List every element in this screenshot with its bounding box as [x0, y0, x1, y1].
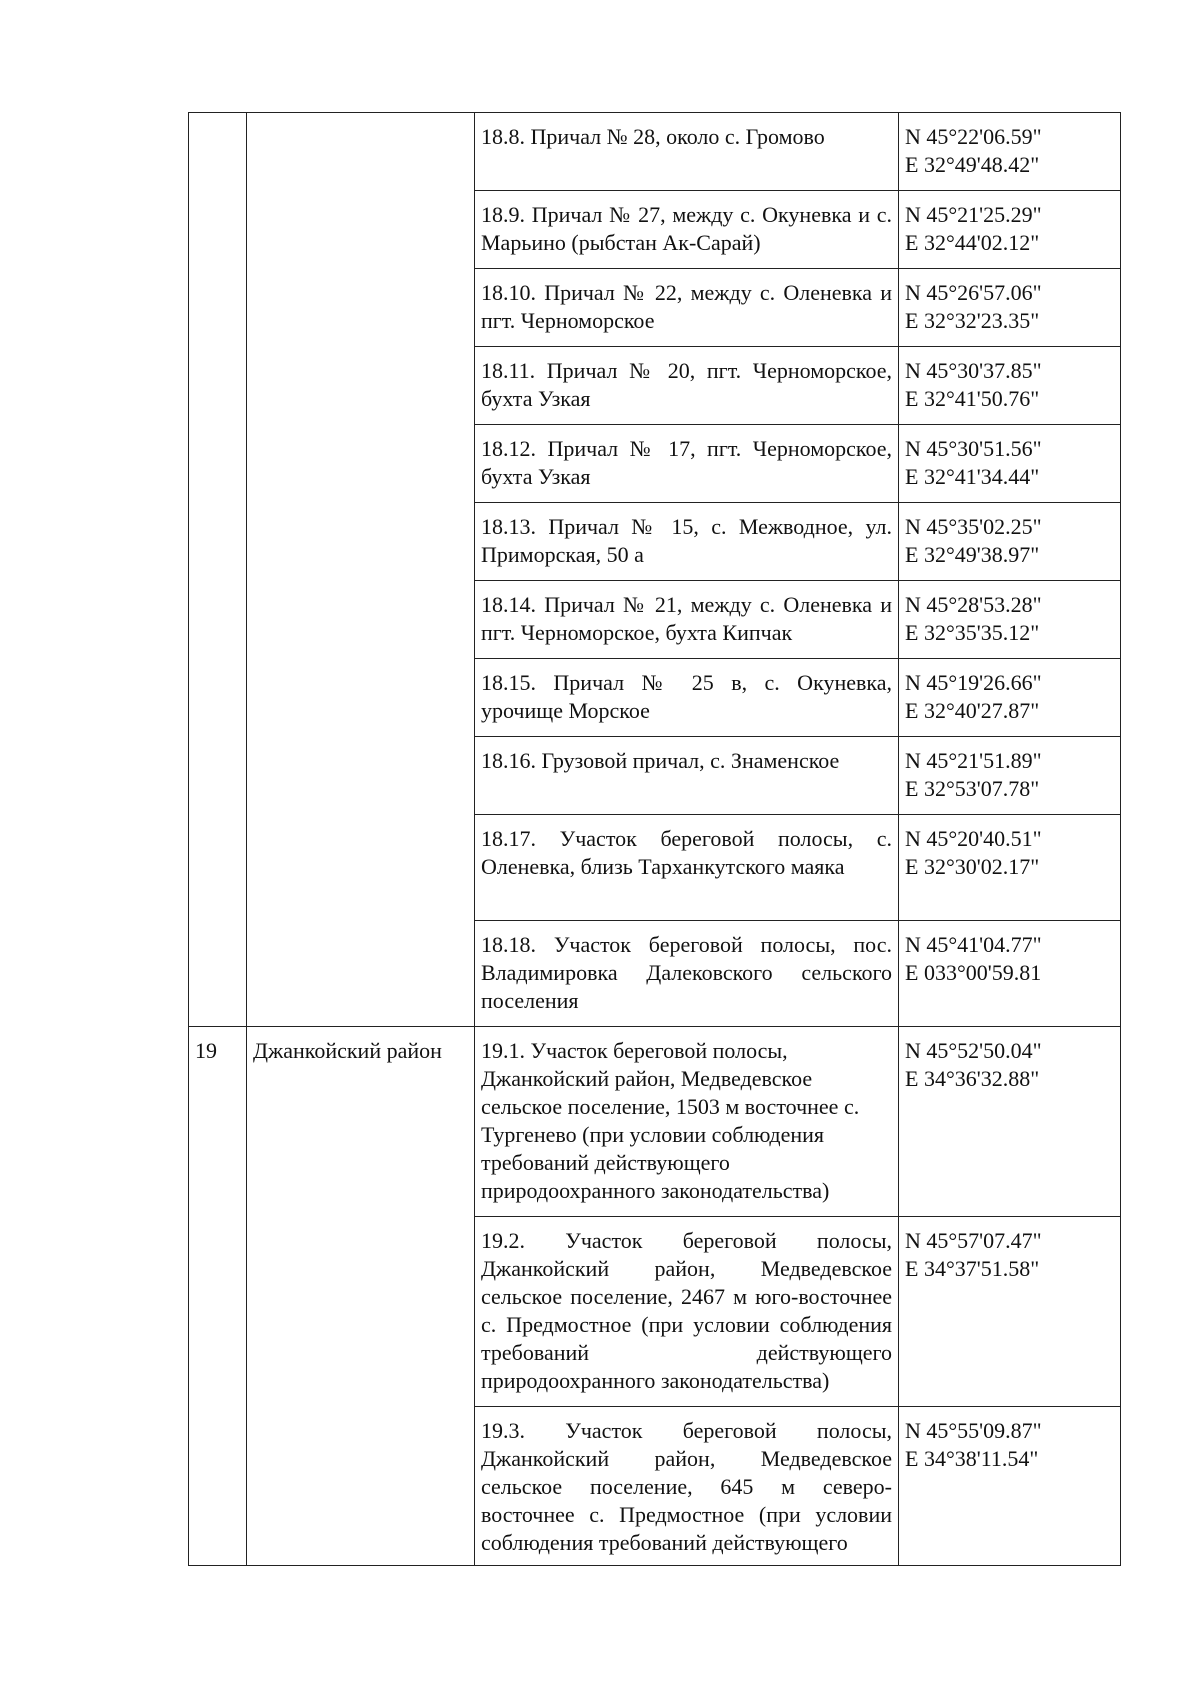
- location-description: 18.12. Причал № 17, пгт. Черноморское, бухта Узкая: [475, 425, 899, 503]
- table-row: [189, 113, 1121, 191]
- coordinates-cell: [899, 815, 1121, 921]
- location-description: 18.14. Причал № 21, между с. Оленевка и пгт. Черноморское, бухта Кипчак: [475, 581, 899, 659]
- row-number-cell: [189, 113, 247, 1027]
- longitude: E 32°44'02.12": [905, 230, 1040, 255]
- district-cell: Джанкойский район: [247, 1027, 475, 1566]
- coordinates-cell: [899, 269, 1121, 347]
- longitude: E 033°00'59.81: [905, 960, 1042, 985]
- location-description: 18.8. Причал № 28, около с. Громово: [475, 113, 899, 191]
- latitude: N 45°57'07.47": [905, 1228, 1042, 1253]
- latitude: N 45°35'02.25": [905, 514, 1042, 539]
- coordinates-cell: [899, 425, 1121, 503]
- longitude: E 34°38'11.54": [905, 1446, 1039, 1471]
- coordinates-cell: [899, 113, 1121, 191]
- location-description: 19.2. Участок береговой полосы, Джанкойский район, Медведевское сельское поселение, 2467 м юго-восточнее с. Предмостное (при условии соблюдения требований действующего природоохранного законодательства): [475, 1217, 899, 1407]
- latitude: N 45°21'25.29": [905, 202, 1042, 227]
- latitude: N 45°30'37.85": [905, 358, 1042, 383]
- location-description: 18.16. Грузовой причал, с. Знаменское: [475, 737, 899, 815]
- coordinates-cell: [899, 659, 1121, 737]
- coordinates-cell: [899, 347, 1121, 425]
- location-description: 19.3. Участок береговой полосы, Джанкойский район, Медведевское сельское поселение, 645 м северо-восточнее с. Предмостное (при условии соблюдения требований действующего: [475, 1407, 899, 1566]
- longitude: E 32°30'02.17": [905, 854, 1040, 879]
- latitude: N 45°41'04.77": [905, 932, 1042, 957]
- latitude: N 45°30'51.56": [905, 436, 1042, 461]
- latitude: N 45°20'40.51": [905, 826, 1042, 851]
- latitude: N 45°21'51.89": [905, 748, 1042, 773]
- longitude: E 34°36'32.88": [905, 1066, 1040, 1091]
- registry-table: [188, 112, 1121, 1566]
- coordinates-cell: [899, 503, 1121, 581]
- longitude: E 32°49'48.42": [905, 152, 1040, 177]
- coordinates-cell: [899, 921, 1121, 1027]
- longitude: E 32°53'07.78": [905, 776, 1040, 801]
- location-description: 19.1. Участок береговой полосы, Джанкойский район, Медведевское сельское поселение, 1503 м восточнее с. Тургенево (при условии соблюдения требований действующего природоохранного законодательства): [475, 1027, 899, 1217]
- latitude: N 45°19'26.66": [905, 670, 1042, 695]
- location-description: 18.10. Причал № 22, между с. Оленевка и пгт. Черноморское: [475, 269, 899, 347]
- longitude: E 32°40'27.87": [905, 698, 1040, 723]
- location-description: 18.15. Причал № 25 в, с. Окуневка, урочище Морское: [475, 659, 899, 737]
- coordinates-cell: [899, 1027, 1121, 1217]
- latitude: N 45°52'50.04": [905, 1038, 1042, 1063]
- longitude: E 32°41'34.44": [905, 464, 1040, 489]
- location-description: 18.13. Причал № 15, с. Межводное, ул. Приморская, 50 а: [475, 503, 899, 581]
- latitude: N 45°26'57.06": [905, 280, 1042, 305]
- location-description: 18.9. Причал № 27, между с. Окуневка и с. Марьино (рыбстан Ак-Сарай): [475, 191, 899, 269]
- latitude: N 45°28'53.28": [905, 592, 1042, 617]
- longitude: E 32°35'35.12": [905, 620, 1040, 645]
- location-description: 18.18. Участок береговой полосы, пос. Владимировка Далековского сельского поселения: [475, 921, 899, 1027]
- longitude: E 32°32'23.35": [905, 308, 1040, 333]
- location-description: 18.11. Причал № 20, пгт. Черноморское, бухта Узкая: [475, 347, 899, 425]
- coordinates-cell: [899, 737, 1121, 815]
- coordinates-cell: [899, 581, 1121, 659]
- table-row: [189, 1027, 1121, 1217]
- coordinates-cell: [899, 1407, 1121, 1566]
- longitude: E 32°49'38.97": [905, 542, 1040, 567]
- district-cell: [247, 113, 475, 1027]
- coordinates-cell: [899, 191, 1121, 269]
- location-description: 18.17. Участок береговой полосы, с. Оленевка, близь Тарханкутского маяка: [475, 815, 899, 921]
- coordinates-cell: [899, 1217, 1121, 1407]
- longitude: E 34°37'51.58": [905, 1256, 1040, 1281]
- latitude: N 45°22'06.59": [905, 124, 1042, 149]
- row-number-cell: 19: [189, 1027, 247, 1566]
- registry-body: [189, 113, 1121, 1566]
- latitude: N 45°55'09.87": [905, 1418, 1042, 1443]
- longitude: E 32°41'50.76": [905, 386, 1040, 411]
